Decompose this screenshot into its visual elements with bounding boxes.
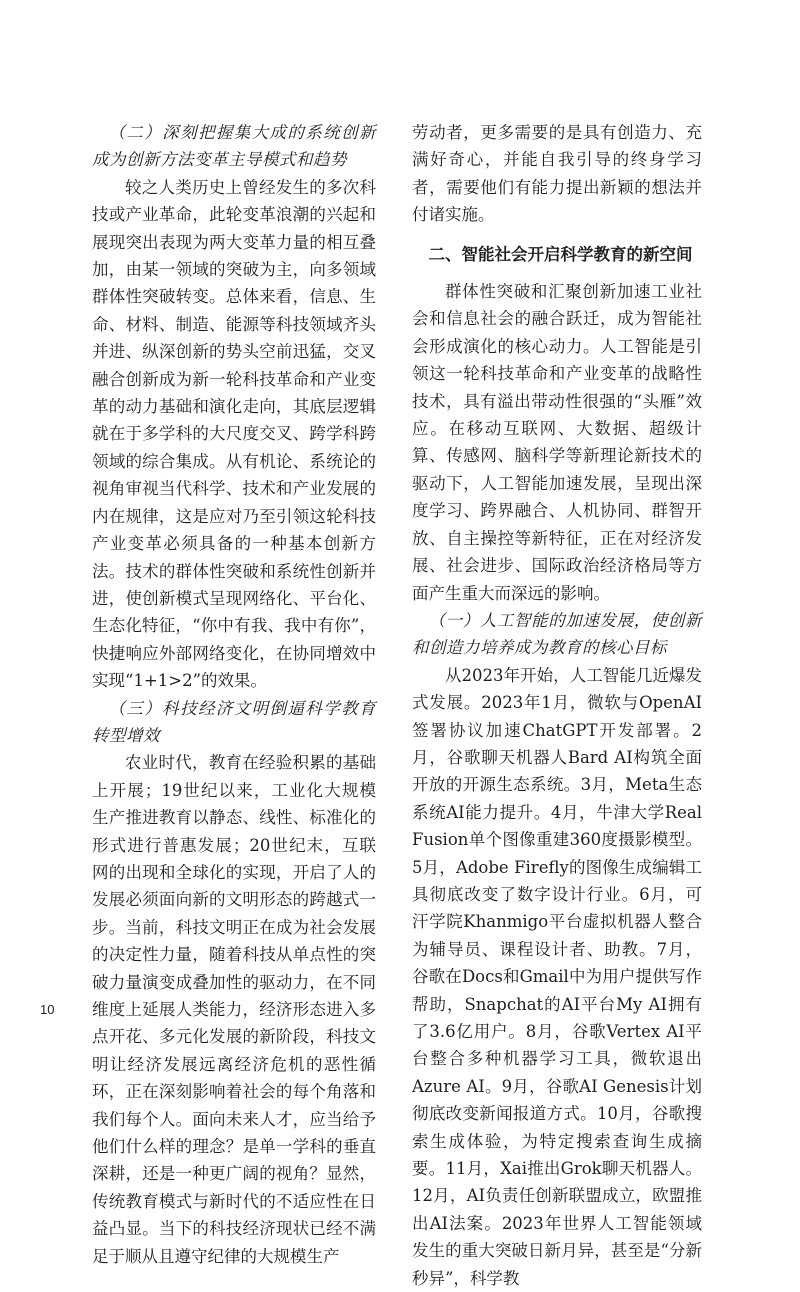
paragraph-2: 农业时代，教育在经验积累的基础上开展；19世纪以来，工业化大规模生产推进教育以静态、线性、标准化的形式进行普惠发展；20世纪末，互联网的出现和全球化的实现，开启了人的发展必须面向新的文明形态的跨越式一步。当前，科技文明正在成为社会发展的决定性力量，随着科技从单点性的突破力量演变成叠加性的驱动力，在不同维度上延展人类能力，经济形态进入多点开花、多元化发展的新阶段，科技文明让经济发展远离经济危机的恶性循环，正在深刻影响着社会的每个角落和我们每个人。面向未来人才，应当给予他们什么样的理念？是单一学科的垂直深耕，还是一种更广阔的视角？显然，传统教育模式与新时代的不适应性在日益凸显。当下的科技经济现状已经不满足于顺从且遵守纪律的大规模生产: [92, 753, 376, 1266]
subheading-3: （三）科技经济文明倒逼科学教育转型增效: [92, 698, 376, 745]
paragraph-4: 从2023年开始，人工智能几近爆发式发展。2023年1月，微软与OpenAI签署协议加速ChatGPT开发部署。2月，谷歌聊天机器人Bard AI构筑全面开放的开源生态系统。3月，Meta生态系统AI能力提升。4月，牛津大学Real Fusion单个图像重建360度摄影模型。5月，Adobe Firefly的图像生成编辑工具彻底改变了数字设计行业。6月，可汗学院Khanmigo平台虚拟机器人整合为辅导员、课程设计者、助教。7月，谷歌在Docs和Gmail中为用户提供写作帮助，Snapchat的AI平台My AI拥有了3.6亿用户。8月，谷歌Vertex AI平台整合多种机器学习工具，微软退出Azure AI。9月，谷歌AI Genesis计划彻底改变新闻报道方式。10月，谷歌搜索生成体验，为特定搜索查询生成摘要。11月，Xai推出Grok聊天机器人。12月，AI负责任创新联盟成立，欧盟推出AI法案。2023年世界人工智能领域发生的重大突破日新月异，甚至是“分新秒异”，科学教: [412, 665, 702, 1288]
paragraph-3: 群体性突破和汇聚创新加速工业社会和信息社会的融合跃迁，成为智能社会形成演化的核心动力。人工智能是引领这一轮科技革命和产业变革的战略性技术，具有溢出带动性很强的“头雁”效应。在移动互联网、大数据、超级计算、传感网、脑科学等新理论新技术的驱动下，人工智能加速发展，呈现出深度学习、跨界融合、人机协同、群智开放、自主操控等新特征，正在对经济发展、社会进步、国际政治经济格局等方面产生重大而深远的影响。: [412, 282, 702, 603]
right-column: [412, 119, 702, 1292]
paragraph-1: 较之人类历史上曾经发生的多次科技或产业革命，此轮变革浪潮的兴起和展现突出表现为两大变革力量的相互叠加，由某一领域的突破为主，向多领域群体性突破转变。总体来看，信息、生命、材料、制造、能源等科技领域齐头并进、纵深创新的势头空前迅猛，交叉融合创新成为新一轮科技革命和产业变革的动力基础和演化走向，其底层逻辑就在于多学科的大尺度交叉、跨学科跨领域的综合集成。从有机论、系统论的视角审视当代科学、技术和产业发展的内在规律，这是应对乃至引领这轮科技产业变革必须具备的一种基本创新方法。技术的群体性突破和系统性创新并进，使创新模式呈现网络化、平台化、生态化特征，“你中有我、我中有你”，快捷响应外部网络变化，在协同增效中实现“1+1>2”的效果。: [92, 177, 376, 691]
subheading-2: （二）深刻把握集大成的系统创新成为创新方法变革主导模式和趋势: [92, 123, 376, 170]
paragraph-continued: 劳动者，更多需要的是具有创造力、充满好奇心，并能自我引导的终身学习者，需要他们有能力提出新颖的想法并付诸实施。: [412, 123, 702, 225]
section-heading-2: 二、智能社会开启科学教育的新空间: [428, 244, 693, 264]
left-column: [92, 119, 376, 1270]
page-number: 10: [40, 1002, 55, 1017]
subheading-1: （一）人工智能的加速发展，使创新和创造力培养成为教育的核心目标: [412, 610, 702, 658]
